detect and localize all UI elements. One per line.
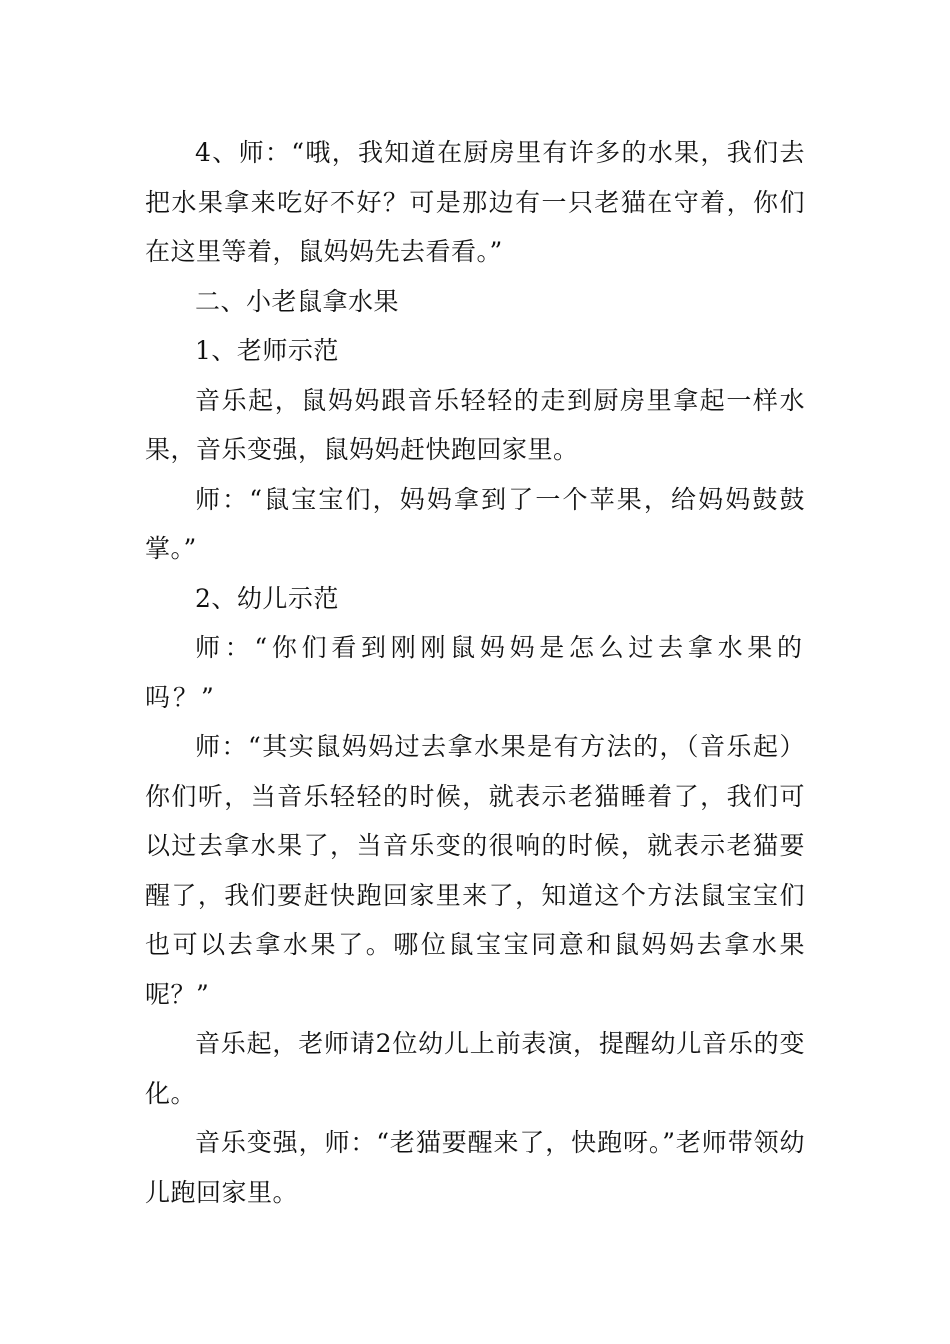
subsection-heading-2: 2、幼儿示范 bbox=[195, 583, 339, 613]
paragraph-5: 师：“其实鼠妈妈过去拿水果是有方法的，（音乐起）你们听，当音乐轻轻的时候，就表示老猫睡着了，我们可以过去拿水果了，当音乐变的很响的时候，就表示老猫要醒了，我们要赶快跑回家里来了，知道这个方法鼠宝宝们也可以去拿水果了。哪位鼠宝宝同意和鼠妈妈去拿水果呢？” bbox=[145, 732, 805, 1009]
paragraph-1: 4、师：“哦，我知道在厨房里有许多的水果，我们去把水果拿来吃好不好？可是那边有一只老猫在守着，你们在这里等着，鼠妈妈先去看看。” bbox=[145, 138, 805, 266]
paragraph-3: 师：“鼠宝宝们，妈妈拿到了一个苹果，给妈妈鼓鼓掌。” bbox=[145, 484, 805, 563]
paragraph-4: 师：“你们看到刚刚鼠妈妈是怎么过去拿水果的吗？” bbox=[145, 633, 805, 712]
document-body bbox=[145, 128, 805, 1217]
paragraph-6: 音乐起，老师请2位幼儿上前表演，提醒幼儿音乐的变化。 bbox=[145, 1029, 805, 1108]
paragraph-2: 音乐起，鼠妈妈跟音乐轻轻的走到厨房里拿起一样水果，音乐变强，鼠妈妈赶快跑回家里。 bbox=[145, 385, 805, 464]
paragraph-7: 音乐变强，师：“老猫要醒来了，快跑呀。”老师带领幼儿跑回家里。 bbox=[145, 1128, 805, 1207]
section-heading: 二、小老鼠拿水果 bbox=[195, 286, 400, 316]
subsection-heading-1: 1、老师示范 bbox=[195, 336, 339, 365]
